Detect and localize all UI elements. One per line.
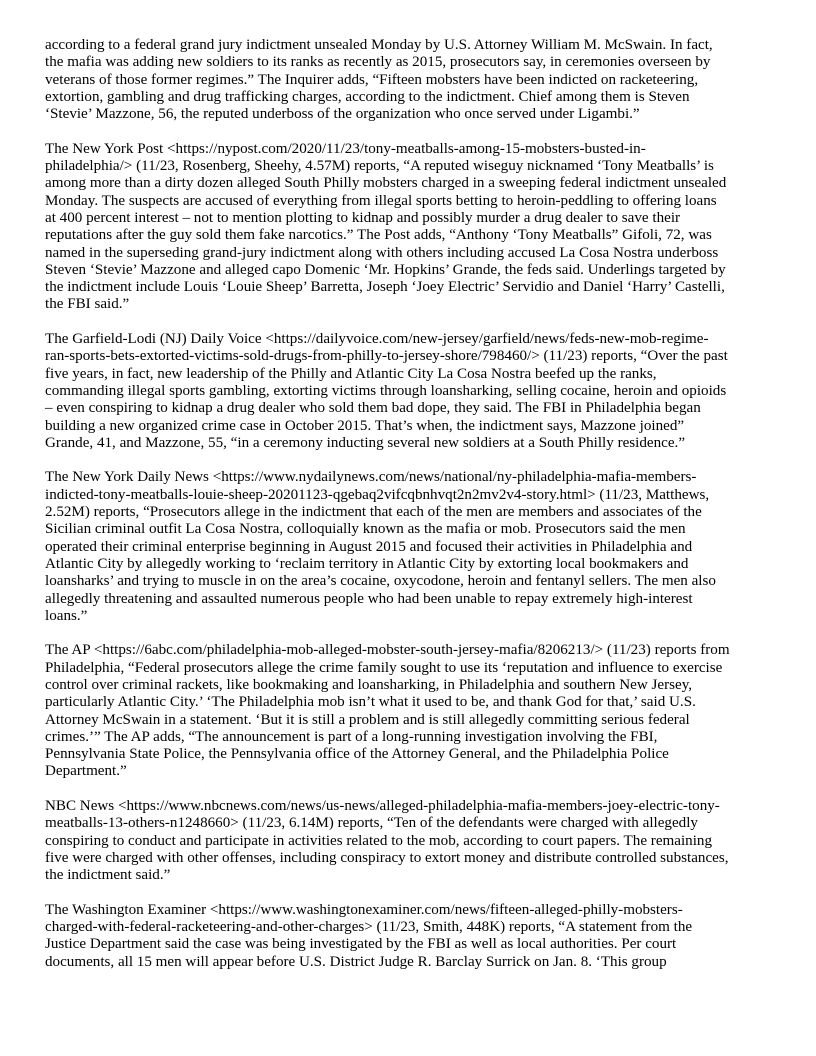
paragraph-nbc-news: NBC News <https://www.nbcnews.com/news/us-news/alleged-philadelphia-mafia-members-joey-electric-tony- meatballs-13-others-n1248660> (11/23, 6.14M) reports, “Ten of the defendants were charged with allegedly conspiring to conduct and participate in activities related to the mob, according to court papers. The remaining five were charged with other offenses, including conspiracy to extort money and distribute controlled substances, the indictment said.” xyxy=(45,798,729,884)
paragraph-ap: The AP <https://6abc.com/philadelphia-mob-alleged-mobster-south-jersey-mafia/8206213/> (11/23) reports from Philadelphia, “Federal prosecutors allege the crime family sought to use its ‘reputation and influence to exercise control over criminal rackets, like bookmaking and loansharking, in Philadelphia and southern New Jersey, particularly Atlantic City.’ ‘The Philadelphia mob isn’t what it used to be, and thank God for that,’ said U.S. Attorney McSwain in a statement. ‘But it is still a problem and is still allegedly committing serious federal crimes.’” The AP adds, “The announcement is part of a long-running investigation involving the FBI, Pennsylvania State Police, the Pennsylvania office of the Attorney General, and the Philadelphia Police Department.” xyxy=(45,642,730,780)
paragraph-inquirer-continued: according to a federal grand jury indictment unsealed Monday by U.S. Attorney William M. McSwain. In fact, the mafia was adding new soldiers to its ranks as recently as 2015, prosecutors say, in ceremonies overseen by veterans of those former regimes.” The Inquirer adds, “Fifteen mobsters have been indicted on racketeering, extortion, gambling and drug trafficking charges, according to the indictment. Chief among them is Steven ‘Stevie’ Mazzone, 56, the reputed underboss of the organization who once served under Ligambi.” xyxy=(45,37,713,123)
paragraph-washington-examiner: The Washington Examiner <https://www.washingtonexaminer.com/news/fifteen-alleged-philly-mobsters- charged-with-federal-racketeering-and-other-charges> (11/23, Smith, 448K) reports, “A statement from the Justice Department said the case was being investigated by the FBI as well as local authorities. Per court documents, all 15 men will appear before U.S. District Judge R. Barclay Surrick on Jan. 8. ‘This group xyxy=(45,901,693,970)
paragraph-new-york-post: The New York Post <https://nypost.com/2020/11/23/tony-meatballs-among-15-mobsters-busted-in- philadelphia/> (11/23, Rosenberg, Sheehy, 4.57M) reports, “A reputed wiseguy nicknamed ‘Tony Meatballs’ is among more than a dirty dozen alleged South Philly mobsters charged in a sweeping federal indictment unsealed Monday. The suspects are accused of everything from illegal sports betting to heroin-peddling to offering loans at 400 percent interest – not to mention plotting to kidnap and possibly murder a drug dealer to save their reputations after the guy sold them fake narcotics.” The Post adds, “Anthony ‘Tony Meatballs” Gifoli, 72, was named in the superseding grand-jury indictment along with others including accused La Cosa Nostra underboss Steven ‘Stevie’ Mazzone and alleged capo Domenic ‘Mr. Hopkins’ Grande, the feds said. Underlings targeted by the indictment include Louis ‘Louie Sheep’ Barretta, Joseph ‘Joey Electric’ Servidio and Daniel ‘Harry’ Castelli, the FBI said.” xyxy=(45,140,727,313)
paragraph-ny-daily-news: The New York Daily News <https://www.nydailynews.com/news/national/ny-philadelphia-mafia-members- indicted-tony-meatballs-louie-sheep-20201123-qgebaq2vifcqbnhvqt2n2mv2v4-story.html> (11/23, Matthews, 2.52M) reports, “Prosecutors allege in the indictment that each of the men are members and associates of the Sicilian criminal outfit La Cosa Nostra, colloquially known as the mafia or mob. Prosecutors said the men operated their criminal enterprise beginning in August 2015 and focused their activities in Philadelphia and Atlantic City by allegedly working to ‘reclaim territory in Atlantic City by extorting local bookmakers and loansharks’ and trying to muscle in on the area’s cocaine, oxycodone, heroin and fentanyl sellers. The men also allegedly threatening and assaulted numerous people who had been unable to repay extremely high-interest loans.” xyxy=(45,469,716,624)
document-page xyxy=(45,37,773,988)
paragraph-daily-voice: The Garfield-Lodi (NJ) Daily Voice <https://dailyvoice.com/new-jersey/garfield/news/feds-new-mob-regime- ran-sports-bets-extorted-victims-sold-drugs-from-philly-to-jersey-shore/798460/> (11/23) reports, “Over the past five years, in fact, new leadership of the Philly and Atlantic City La Cosa Nostra beefed up the ranks, commanding illegal sports gambling, extorting victims through loansharking, selling cocaine, heroin and opioids – even conspiring to kidnap a drug dealer who sold them bad dope, they said. The FBI in Philadelphia began building a new organized crime case in October 2015. That’s when, the indictment says, Mazzone joined” Grande, 41, and Mazzone, 55, “in a ceremony inducting several new soldiers at a South Philly residence.” xyxy=(45,331,728,451)
